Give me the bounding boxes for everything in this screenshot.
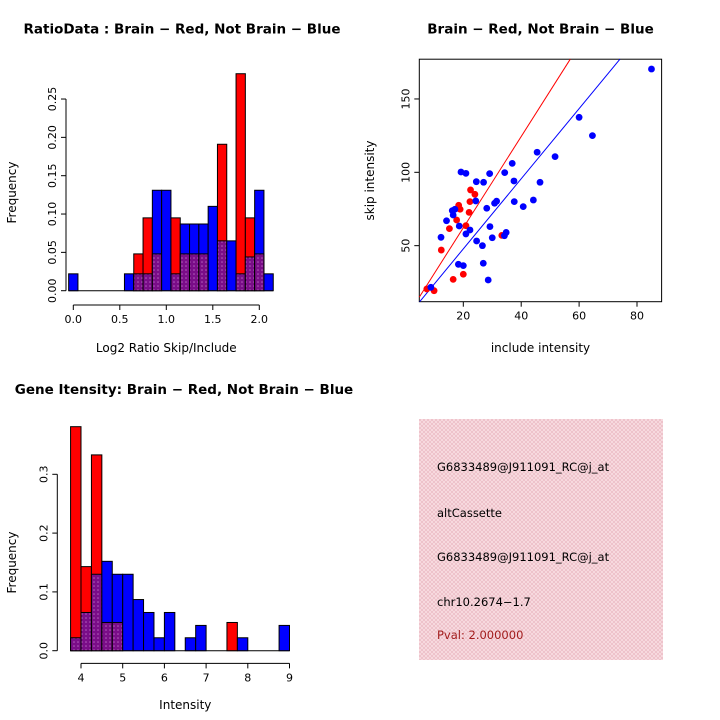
y-tick-label: 0.05 xyxy=(46,240,59,265)
data-point-blue xyxy=(493,198,500,205)
x-tick-label: 0.0 xyxy=(64,313,83,326)
hist-bar-overlap xyxy=(81,612,91,650)
hist-bar-overlap xyxy=(102,622,112,650)
x-tick-label: 80 xyxy=(630,309,645,323)
x-tick-label: 1.5 xyxy=(204,313,222,326)
hist-bar xyxy=(71,427,81,651)
hist-bar xyxy=(236,74,245,291)
data-point-blue xyxy=(511,178,518,185)
data-point-red xyxy=(460,271,467,278)
y-tick-label: 0.15 xyxy=(46,163,59,188)
y-tick-label: 50 xyxy=(399,238,413,253)
pval-line: Pval: 2.000000 xyxy=(437,628,524,642)
x-tick-label: 8 xyxy=(244,671,252,685)
data-point-blue xyxy=(530,197,537,204)
x-tick-label: 0.5 xyxy=(111,313,129,326)
hist-bar-overlap xyxy=(171,274,180,291)
hist-bar xyxy=(164,612,174,650)
data-point-blue xyxy=(438,234,445,241)
gene-id-line: G6833489@J911091_RC@j_at xyxy=(437,460,610,474)
hist-bar-overlap xyxy=(143,274,152,291)
data-point-blue xyxy=(472,198,479,205)
y-tick-label: 100 xyxy=(399,161,413,183)
hist-bar xyxy=(123,574,133,650)
y-tick-label: 0.10 xyxy=(46,201,59,227)
hist-bar xyxy=(196,625,206,650)
gene-info-panel xyxy=(419,419,663,660)
data-point-blue xyxy=(460,262,467,269)
data-point-blue xyxy=(480,260,487,267)
hist-bar-overlap xyxy=(245,257,254,291)
y-axis-label: Frequency xyxy=(5,161,19,224)
hist-bar xyxy=(237,638,247,651)
data-point-blue xyxy=(589,132,596,139)
data-point-blue xyxy=(480,179,487,186)
data-point-red xyxy=(467,187,474,194)
data-point-red xyxy=(467,198,474,205)
data-point-blue xyxy=(486,170,493,177)
hist-bar xyxy=(154,638,164,651)
x-axis-label: Intensity xyxy=(159,698,212,712)
x-axis-label: Log2 Ratio Skip/Include xyxy=(95,341,237,355)
hist-bar xyxy=(133,600,143,651)
hist-bar-overlap xyxy=(217,241,226,291)
data-point-blue xyxy=(483,205,490,212)
data-point-blue xyxy=(501,169,508,176)
data-point-red xyxy=(450,276,457,283)
x-tick-label: 6 xyxy=(160,671,168,685)
hist-bar xyxy=(144,612,154,650)
chart-title: Brain − Red, Not Brain − Blue xyxy=(427,21,654,38)
hist-bar xyxy=(227,241,236,291)
hist-bar-overlap xyxy=(199,254,208,291)
data-point-blue xyxy=(509,160,516,167)
x-tick-label: 5 xyxy=(119,671,127,685)
y-tick-label: 150 xyxy=(399,88,413,110)
data-point-blue xyxy=(456,223,463,230)
x-tick-label: 9 xyxy=(286,671,293,685)
hist-bar-overlap xyxy=(71,638,81,651)
hist-bar-overlap xyxy=(91,574,101,650)
chromosome-line: chr10.2674−1.7 xyxy=(437,595,531,609)
data-point-blue xyxy=(452,206,459,213)
y-tick-label: 0.0 xyxy=(37,641,51,660)
hist-bar-overlap xyxy=(180,254,189,291)
y-tick-label: 0.25 xyxy=(46,86,59,112)
data-point-blue xyxy=(458,169,465,176)
hist-bar-overlap xyxy=(152,254,161,291)
data-point-blue xyxy=(503,229,510,236)
data-point-blue xyxy=(487,223,494,230)
y-tick-label: 0.20 xyxy=(46,125,59,150)
hist-bar-overlap xyxy=(112,622,122,650)
data-point-blue xyxy=(473,178,480,185)
hist-bar xyxy=(264,274,273,291)
data-point-blue xyxy=(648,66,655,73)
data-point-blue xyxy=(450,212,457,219)
intensity-scatter-panel xyxy=(363,22,662,356)
x-tick-label: 2.0 xyxy=(250,313,269,326)
splice-type-line: altCassette xyxy=(437,506,502,520)
data-point-blue xyxy=(467,227,474,234)
hist-bar xyxy=(162,190,171,290)
data-point-blue xyxy=(473,238,480,245)
gene-intensity-histogram-panel xyxy=(5,382,353,712)
data-point-blue xyxy=(534,149,541,156)
data-point-blue xyxy=(427,284,434,291)
data-point-red xyxy=(466,209,473,216)
x-axis-label: include intensity xyxy=(490,341,591,355)
data-point-blue xyxy=(443,217,450,224)
data-point-blue xyxy=(489,234,496,241)
hist-bar-overlap xyxy=(236,274,245,291)
hist-bar-overlap xyxy=(255,254,264,291)
chart-title: RatioData : Brain − Red, Not Brain − Blue xyxy=(23,21,341,38)
hist-bar xyxy=(208,206,217,290)
hist-bar xyxy=(185,638,195,651)
data-point-red xyxy=(438,247,445,254)
y-tick-label: 0.2 xyxy=(37,524,51,542)
chart-title: Gene Itensity: Brain − Red, Not Brain − Blue xyxy=(14,382,354,398)
hist-bar xyxy=(69,274,78,291)
hist-bar xyxy=(279,625,289,650)
y-tick-label: 0.3 xyxy=(37,465,51,484)
x-tick-label: 60 xyxy=(572,309,587,323)
data-point-blue xyxy=(511,198,518,205)
x-tick-label: 1.0 xyxy=(157,313,176,326)
y-axis-label: Frequency xyxy=(5,531,19,594)
x-tick-label: 7 xyxy=(202,671,210,685)
x-tick-label: 20 xyxy=(456,309,471,323)
blue-fit-line xyxy=(420,59,620,301)
x-tick-label: 40 xyxy=(514,309,529,323)
data-point-red xyxy=(446,225,453,232)
y-tick-label: 0.00 xyxy=(46,278,59,303)
data-point-blue xyxy=(520,203,527,210)
ratio-histogram-panel xyxy=(5,22,341,356)
y-axis-label: skip intensity xyxy=(363,140,377,221)
hist-bar-overlap xyxy=(134,274,143,291)
hist-bar xyxy=(124,274,133,291)
x-tick-label: 4 xyxy=(77,671,85,685)
data-point-blue xyxy=(552,153,559,160)
red-fit-line xyxy=(419,59,570,297)
data-point-blue xyxy=(479,242,486,249)
data-point-blue xyxy=(576,114,583,121)
probe-id-line: G6833489@J911091_RC@j_at xyxy=(437,550,610,564)
y-tick-label: 0.1 xyxy=(37,583,51,601)
data-point-blue xyxy=(537,179,544,186)
hist-bar xyxy=(227,622,237,650)
hist-bar-overlap xyxy=(190,254,199,291)
data-point-blue xyxy=(485,277,492,284)
